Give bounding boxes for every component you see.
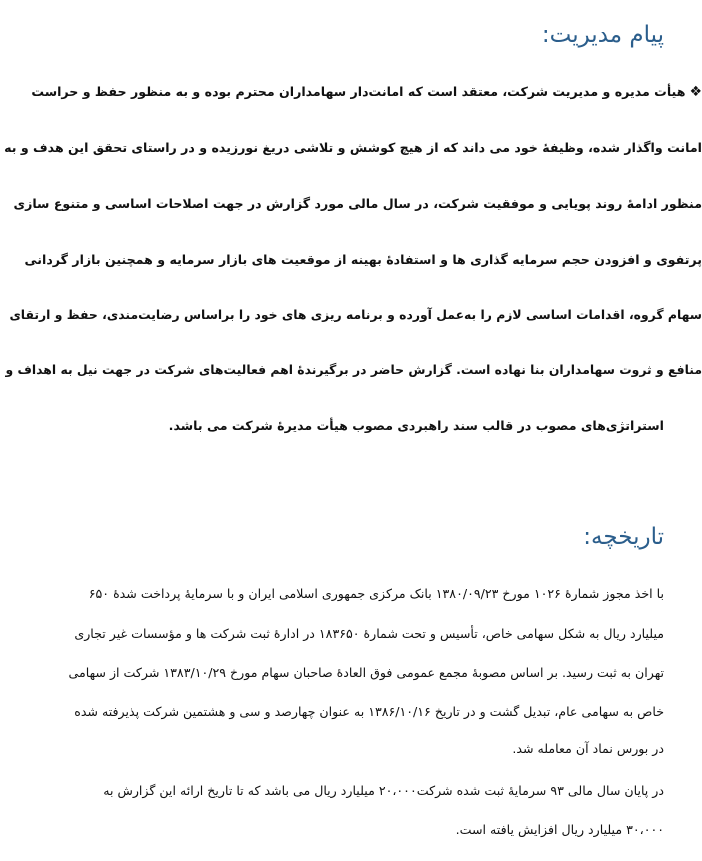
- history-paragraph-line: خاص به سهامی عام، تبدیل گشت و در تاریخ ۱۳۸۶/۱۰/۱۶ به عنوان چهارصد و سی و هشتمین شرکت پذیرفته شده: [74, 704, 664, 719]
- management-paragraph-line: منظور ادامهٔ روند پویایی و موفقیت شرکت، در سال مالی مورد گزارش در جهت اصلاحات اساسی و متنوع سازی: [13, 196, 702, 211]
- management-line-1-text: هیأت مدیره و مدیریت شرکت، معتقد است که امانت‌دار سهامداران محترم بوده و به منظور حفظ و حراست: [31, 84, 686, 99]
- management-paragraph-line: منافع و ثروت سهامداران بنا نهاده است. گزارش حاضر در برگیرندهٔ اهم فعالیت‌های شرکت در جهت نیل به اهداف و: [5, 362, 702, 377]
- history-paragraph-line: ۳۰،۰۰۰ میلیارد ریال افزایش یافته است.: [455, 822, 664, 837]
- management-paragraph-line: استراتژی‌های مصوب در قالب سند راهبردی مصوب هیأت مدیرهٔ شرکت می باشد.: [168, 418, 664, 433]
- history-paragraph-line: در بورس نماد آن معامله شد.: [512, 741, 664, 756]
- history-paragraph-line: با اخذ مجوز شمارهٔ ۱۰۲۶ مورخ ۱۳۸۰/۰۹/۲۳ بانک مرکزی جمهوری اسلامی ایران و با سرمایهٔ پرداخت شدهٔ ۶۵۰: [88, 586, 664, 601]
- history-paragraph-line: میلیارد ریال به شکل سهامی خاص، تأسیس و تحت شمارهٔ ۱۸۳۶۵۰ در ادارهٔ ثبت شرکت ها و مؤسسات غیر تجاری: [74, 626, 664, 641]
- history-paragraph-line: تهران به ثبت رسید. بر اساس مصوبهٔ مجمع عمومی فوق العادهٔ صاحبان سهام مورخ ۱۳۸۳/۱۰/۲۹ شرکت از سهامی: [68, 665, 664, 680]
- management-paragraph-line: پرتفوی و افزودن حجم سرمایه گذاری ها و استفادهٔ بهینه از موقعیت های بازار سرمایه و همچنین بازار گردانی: [24, 252, 702, 267]
- bullet-icon: ❖: [689, 84, 702, 100]
- history-paragraph-line: در پایان سال مالی ۹۳ سرمایهٔ ثبت شده شرکت۲۰،۰۰۰ میلیارد ریال می باشد که تا تاریخ ارائه این گزارش به: [103, 783, 664, 798]
- management-paragraph-line: سهام گروه، اقدامات اساسی لازم را به‌عمل آورده و برنامه ریزی های خود را براساس رضایت‌مندی، حفظ و ارتقای: [9, 307, 702, 322]
- management-message-heading: پیام مدیریت:: [541, 22, 664, 48]
- history-heading: تاریخچه:: [583, 524, 664, 550]
- management-paragraph-line: [31, 84, 702, 100]
- management-paragraph-line: امانت واگذار شده، وظیفهٔ خود می داند که از هیچ کوشش و تلاشی دریغ نورزیده و در راستای تحقق این هدف و به: [4, 140, 702, 155]
